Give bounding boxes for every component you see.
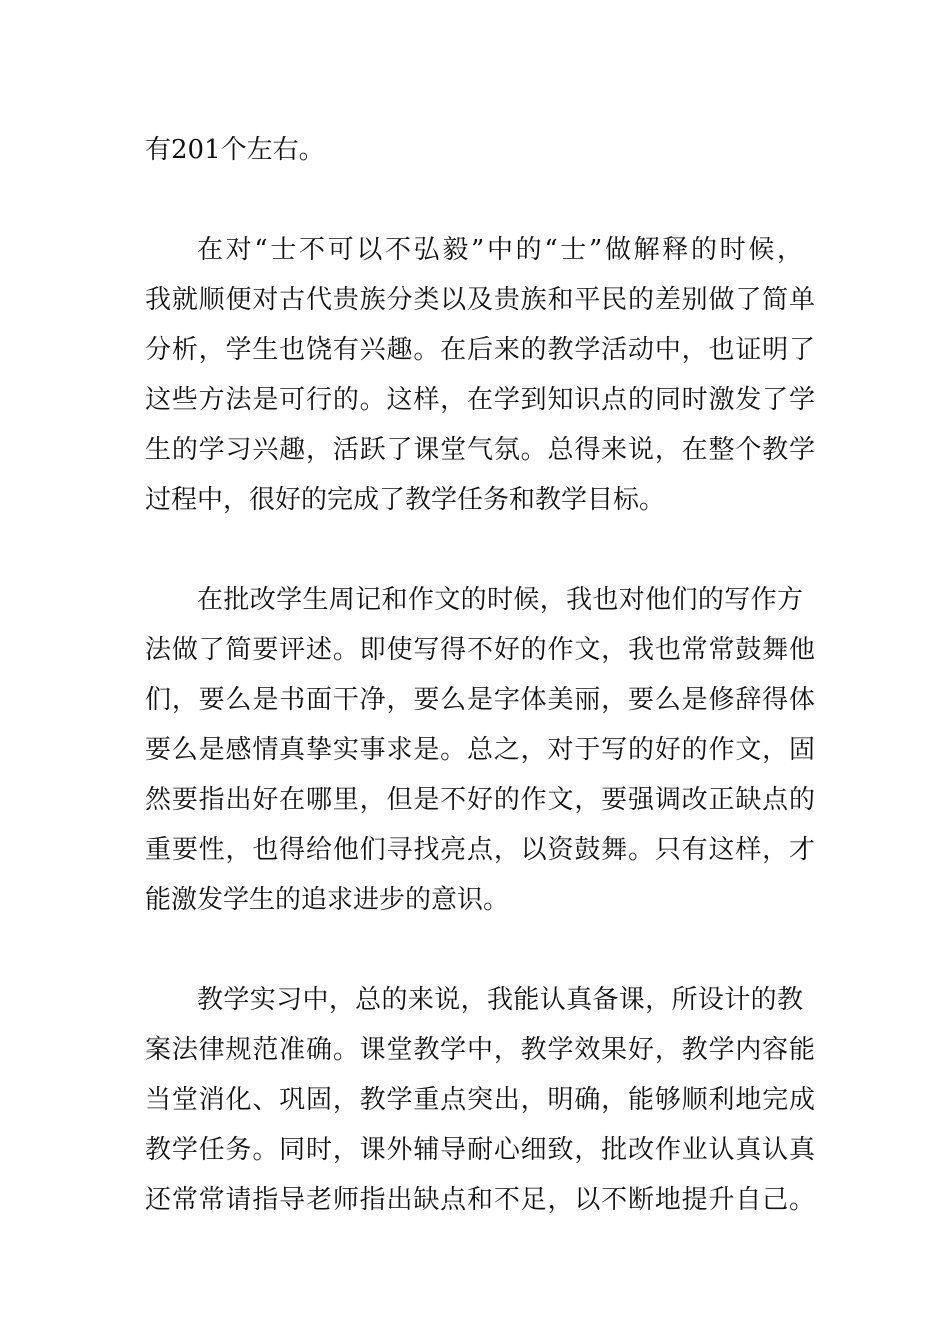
paragraph-3-line-5: 然要指出好在哪里，但是不好的作文，要强调改正缺点的 <box>145 785 815 815</box>
paragraph-2-line-4: 这些方法是可行的。这样，在学到知识点的同时激发了学 <box>145 385 815 415</box>
paragraph-4-line-1: 教学实习中，总的来说，我能认真备课，所设计的教 <box>197 985 803 1015</box>
paragraph-4-line-5: 还常常请指导老师指出缺点和不足，以不断地提升自己。 <box>145 1185 815 1215</box>
paragraph-2-line-6: 过程中，很好的完成了教学任务和教学目标。 <box>145 485 666 515</box>
paragraph-4-line-3: 当堂消化、巩固，教学重点突出，明确，能够顺利地完成 <box>145 1085 815 1115</box>
paragraph-4-line-2: 案法律规范准确。课堂教学中，教学效果好，教学内容能 <box>145 1035 815 1065</box>
paragraph-1-line-1: 有201个左右。 <box>145 135 325 165</box>
paragraph-4-line-4: 教学任务。同时，课外辅导耐心细致，批改作业认真认真 <box>145 1135 815 1165</box>
paragraph-3-line-3: 们，要么是书面干净，要么是字体美丽，要么是修辞得体 <box>145 685 815 715</box>
paragraph-2-line-1: 在对“士不可以不弘毅”中的“士”做解释的时候， <box>197 235 803 265</box>
paragraph-2-line-5: 生的学习兴趣，活跃了课堂气氛。总得来说，在整个教学 <box>145 435 815 465</box>
paragraph-2-line-2: 我就顺便对古代贵族分类以及贵族和平民的差别做了简单 <box>145 285 815 315</box>
paragraph-3-line-7: 能激发学生的追求进步的意识。 <box>145 885 510 915</box>
paragraph-2-line-3: 分析，学生也饶有兴趣。在后来的教学活动中，也证明了 <box>145 335 815 365</box>
paragraph-3-line-2: 法做了简要评述。即使写得不好的作文，我也常常鼓舞他 <box>145 635 815 665</box>
paragraph-3-line-6: 重要性，也得给他们寻找亮点，以资鼓舞。只有这样，才 <box>145 835 815 865</box>
paragraph-3-line-4: 要么是感情真挚实事求是。总之，对于写的好的作文，固 <box>145 735 815 765</box>
paragraph-3-line-1: 在批改学生周记和作文的时候，我也对他们的写作方 <box>197 585 803 615</box>
